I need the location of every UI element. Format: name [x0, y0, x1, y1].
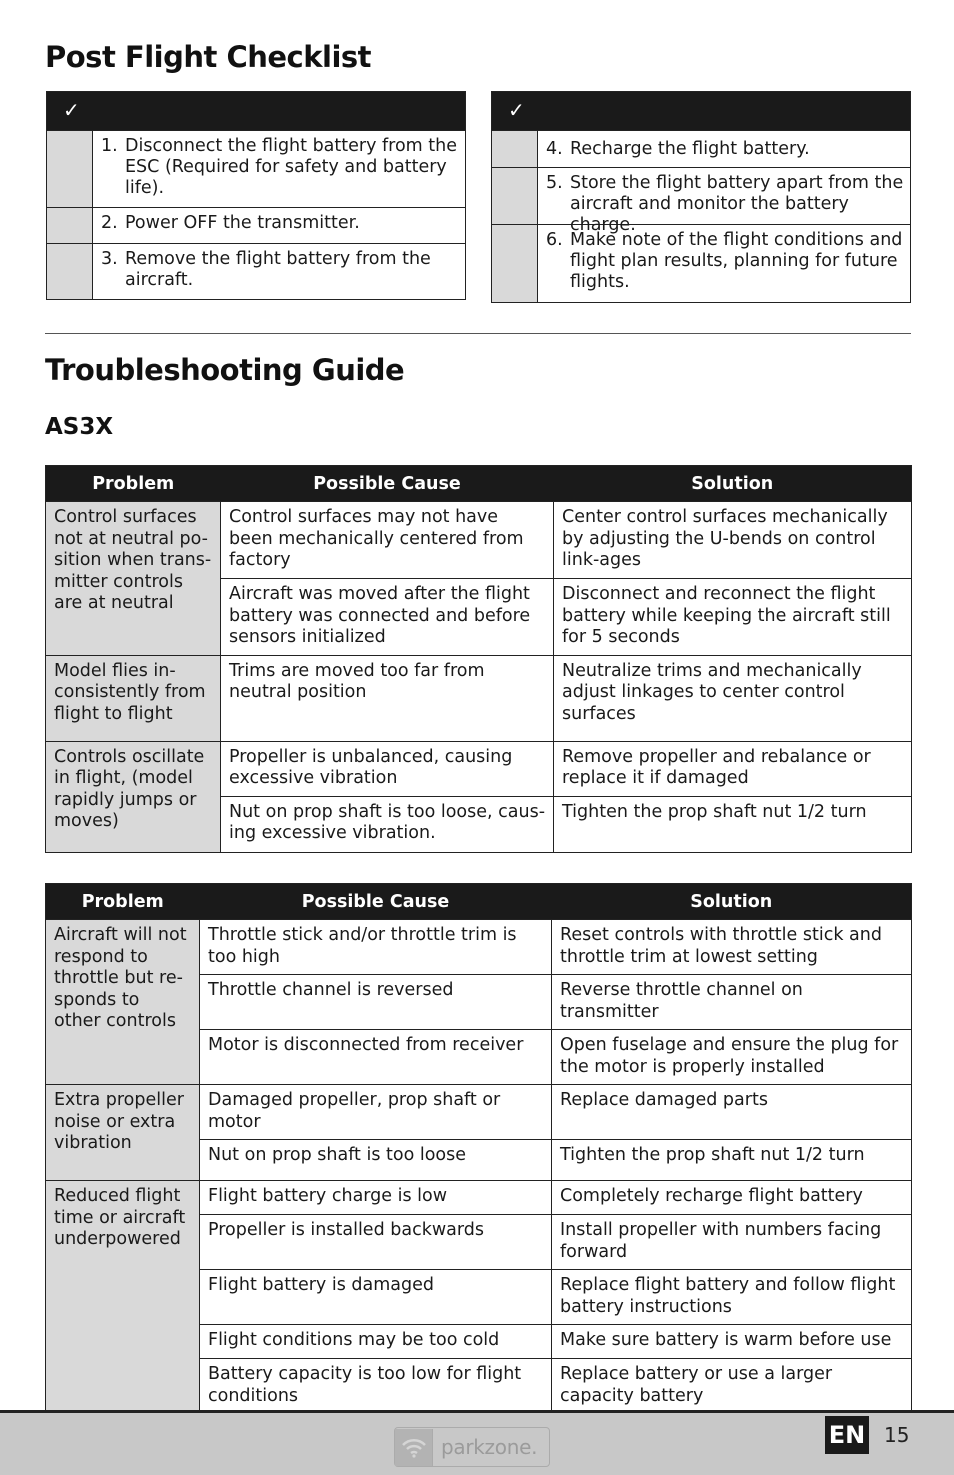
checklist-item-text: Power OFF the transmitter. — [125, 213, 360, 233]
header-cause: Possible Cause — [221, 466, 554, 502]
cause-cell: Battery capacity is too low for flight conditions — [200, 1359, 552, 1414]
solution-cell: Replace damaged parts — [552, 1085, 912, 1140]
header-cause: Possible Cause — [200, 884, 552, 920]
checklist-header — [492, 92, 910, 130]
problem-cell: Model flies in-consistently from flight to flight — [46, 655, 221, 741]
troubleshooting-table-1 — [45, 465, 912, 853]
checklist-item: 6. Make note of the flight conditions and flight plan results, planning for future flights. — [492, 224, 910, 302]
cause-cell: Flight battery is damaged — [200, 1270, 552, 1325]
checklist-item: 2. Power OFF the transmitter. — [47, 207, 465, 243]
post-flight-title: Post Flight Checklist — [45, 40, 372, 74]
checklist-right — [491, 91, 911, 303]
checkbox[interactable] — [492, 225, 538, 302]
cause-cell: Control surfaces may not have been mechanically centered from factory — [221, 502, 554, 579]
cause-cell: Damaged propeller, prop shaft or motor — [200, 1085, 552, 1140]
cause-cell: Flight battery charge is low — [200, 1181, 552, 1215]
section-divider — [45, 333, 911, 334]
troubleshooting-table-2 — [45, 883, 912, 1414]
wifi-signal-icon — [395, 1429, 433, 1466]
header-problem: Problem — [46, 884, 200, 920]
problem-cell: Reduced flight time or aircraft underpowered — [46, 1181, 200, 1414]
language-badge: EN — [825, 1416, 869, 1454]
table-row — [46, 1085, 912, 1140]
header-solution: Solution — [554, 466, 912, 502]
checkbox[interactable] — [47, 244, 93, 299]
checklist-item-text: Store the flight battery apart from the aircraft and monitor the battery charge. — [570, 173, 904, 235]
solution-cell: Install propeller with numbers facing forward — [552, 1215, 912, 1270]
checklist-item: 1. Disconnect the flight battery from the ESC (Required for safety and battery life). — [47, 130, 465, 207]
checklist-item-text: Recharge the flight battery. — [570, 139, 810, 159]
header-problem: Problem — [46, 466, 221, 502]
checklist-left — [46, 91, 466, 300]
table-row — [46, 920, 912, 975]
check-icon: ✓ — [63, 98, 80, 122]
checkbox[interactable] — [492, 168, 538, 224]
brand-name: parkzone. — [441, 1435, 538, 1459]
solution-cell: Reverse throttle channel on transmitter — [552, 975, 912, 1030]
solution-cell: Completely recharge flight battery — [552, 1181, 912, 1215]
checklist-item-text: Disconnect the flight battery from the ESC (Required for safety and battery life). — [125, 136, 458, 198]
checklist-item: 3. Remove the flight battery from the aircraft. — [47, 243, 465, 299]
section-subtitle: AS3X — [45, 414, 114, 440]
troubleshooting-title: Troubleshooting Guide — [45, 353, 405, 387]
cause-cell: Propeller is unbalanced, causing excessive vibration — [221, 741, 554, 796]
solution-cell: Center control surfaces mechanically by adjusting the U-bends on control link-ages — [554, 502, 912, 579]
cause-cell: Throttle stick and/or throttle trim is too high — [200, 920, 552, 975]
solution-cell: Open fuselage and ensure the plug for the motor is properly installed — [552, 1030, 912, 1085]
table-row — [46, 655, 912, 741]
solution-cell: Disconnect and reconnect the flight battery while keeping the aircraft still for 5 seconds — [554, 579, 912, 656]
checkbox[interactable] — [47, 208, 93, 243]
checklist-item-text: Remove the flight battery from the aircraft. — [125, 249, 431, 290]
solution-cell: Replace battery or use a larger capacity battery — [552, 1359, 912, 1414]
cause-cell: Aircraft was moved after the flight battery was connected and before sensors initialized — [221, 579, 554, 656]
checklist-item-text: Make note of the flight conditions and flight plan results, planning for future flights. — [570, 230, 903, 292]
brand-logo — [394, 1427, 550, 1467]
checklist-item: 5. Store the flight battery apart from the aircraft and monitor the battery charge. — [492, 167, 910, 224]
problem-cell: Aircraft will not respond to throttle but re-sponds to other controls — [46, 920, 200, 1085]
problem-cell: Controls oscillate in flight, (model rapidly jumps or moves) — [46, 741, 221, 852]
cause-cell: Flight conditions may be too cold — [200, 1325, 552, 1359]
table-row — [46, 502, 912, 579]
check-icon: ✓ — [508, 98, 525, 122]
problem-cell: Extra propeller noise or extra vibration — [46, 1085, 200, 1181]
checklist-item: 4. Recharge the flight battery. — [492, 130, 910, 167]
solution-cell: Reset controls with throttle stick and throttle trim at lowest setting — [552, 920, 912, 975]
solution-cell: Tighten the prop shaft nut 1/2 turn — [554, 796, 912, 852]
cause-cell: Nut on prop shaft is too loose, caus-ing excessive vibration. — [221, 796, 554, 852]
checkbox[interactable] — [492, 131, 538, 167]
page-number: 15 — [884, 1423, 910, 1447]
cause-cell: Throttle channel is reversed — [200, 975, 552, 1030]
solution-cell: Neutralize trims and mechanically adjust linkages to center control surfaces — [554, 655, 912, 741]
problem-cell: Control surfaces not at neutral po-sition when trans-mitter controls are at neutral — [46, 502, 221, 656]
cause-cell: Motor is disconnected from receiver — [200, 1030, 552, 1085]
solution-cell: Replace flight battery and follow flight battery instructions — [552, 1270, 912, 1325]
cause-cell: Trims are moved too far from neutral position — [221, 655, 554, 741]
solution-cell: Remove propeller and rebalance or replace it if damaged — [554, 741, 912, 796]
header-solution: Solution — [552, 884, 912, 920]
checklist-header — [47, 92, 465, 130]
cause-cell: Propeller is installed backwards — [200, 1215, 552, 1270]
checkbox[interactable] — [47, 131, 93, 207]
solution-cell: Tighten the prop shaft nut 1/2 turn — [552, 1140, 912, 1181]
cause-cell: Nut on prop shaft is too loose — [200, 1140, 552, 1181]
table-row — [46, 741, 912, 796]
table-row — [46, 1181, 912, 1215]
solution-cell: Make sure battery is warm before use — [552, 1325, 912, 1359]
page-footer — [0, 1410, 954, 1475]
